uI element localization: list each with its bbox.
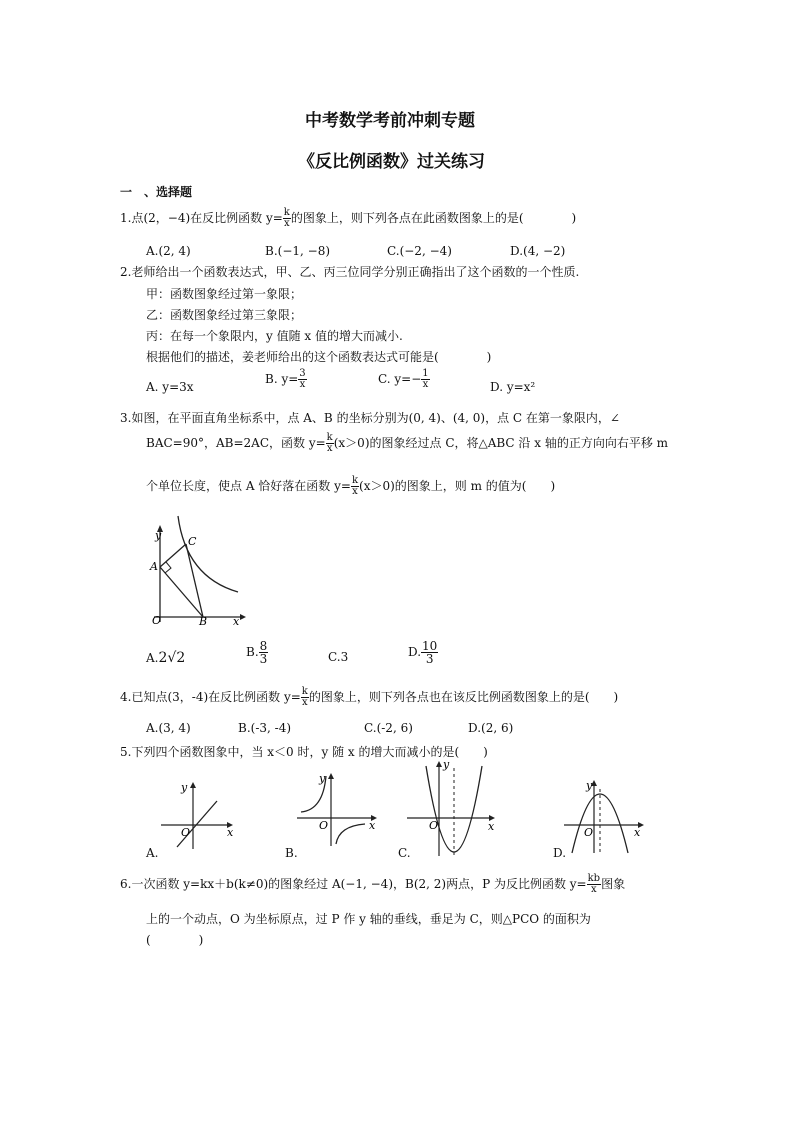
q2-optb-pre: B. y= — [265, 372, 299, 386]
q3-option-b[interactable] — [246, 640, 268, 665]
q6-frac-den: x — [587, 884, 601, 895]
q3-optd-num: 10 — [422, 639, 438, 653]
q3-frac1-den: x — [326, 443, 333, 454]
q1-frac-den: x — [284, 218, 290, 229]
q3-opta-pre: A. — [146, 651, 159, 665]
q2-option-c[interactable] — [378, 369, 430, 390]
q2-optc-frac — [421, 369, 429, 390]
q2-optb-frac — [298, 369, 306, 390]
q4-frac-num: k — [301, 686, 308, 697]
q5-option-c[interactable]: C. — [398, 846, 411, 860]
q6-text-pre: 6.一次函数 y=kx＋b(k≠0)的图象经过 A(−1, −4)，B(2, 2)两点，P 为反比例函数 y= — [120, 877, 587, 891]
q5c-label-o: O — [429, 819, 439, 832]
q1-fraction — [283, 208, 291, 229]
q5a-label-x: x — [227, 826, 234, 839]
q3-figure — [140, 512, 250, 627]
q1-option-b[interactable]: B.(−1, −8) — [265, 244, 331, 258]
q4-option-d[interactable]: D.(2, 6) — [468, 721, 514, 735]
q1-option-c[interactable]: C.(−2, −4) — [387, 244, 452, 258]
question-6-answer-blank: ( ) — [146, 933, 204, 947]
question-3-line3 — [146, 476, 555, 497]
question-5-stem: 5.下列四个函数图象中，当 x＜0 时，y 随 x 的增大而减小的是( ) — [120, 745, 488, 759]
q5c-y-arrow — [436, 761, 442, 767]
q4-option-a[interactable]: A.(3, 4) — [146, 721, 191, 735]
q3-right-angle-mark — [165, 562, 171, 573]
q3-frac2-den: x — [352, 486, 358, 497]
q3-line3-post: (x＞0)的图象上，则 m 的值为( ) — [359, 479, 556, 493]
q6-text-post: 图象 — [601, 877, 626, 891]
q2-optc-den: x — [422, 379, 429, 390]
q5b-label-x: x — [369, 819, 376, 832]
q5a-label-o: O — [181, 826, 191, 839]
q2-optb-den: x — [299, 379, 306, 390]
q3-option-c[interactable]: C.3 — [328, 650, 349, 664]
q1-option-a[interactable]: A.(2, 4) — [146, 244, 191, 258]
q5-graph-b — [293, 768, 383, 848]
q3-optd-pre: D. — [408, 645, 422, 659]
q4-fraction — [301, 687, 309, 708]
q6-fraction — [587, 874, 601, 895]
q3-label-a: A — [150, 560, 158, 573]
q3-label-y: y — [155, 529, 162, 542]
q3-line2-post: (x＞0)的图象经过点 C，将△ABC 沿 x 轴的正方向向右平移 m — [333, 436, 669, 450]
q1-option-d[interactable]: D.(4, −2) — [510, 244, 566, 258]
q2-option-a[interactable]: A. y=3x — [146, 380, 194, 394]
q1-text-pre: 1.点(2，−4)在反比例函数 y= — [120, 211, 283, 225]
q1-frac-num: k — [283, 207, 290, 218]
question-6-line2: 上的一个动点，O 为坐标原点，过 P 作 y 轴的垂线，垂足为 C，则△PCO 的面积为 — [146, 912, 591, 926]
q4-text-post: 的图象上，则下列各点也在该反比例函数图象上的是( ) — [308, 690, 619, 704]
q3-frac1-num: k — [326, 432, 333, 443]
page-title: 中考数学考前冲刺专题 — [305, 111, 475, 131]
q3-optb-num: 8 — [259, 639, 268, 653]
q1-text-post: 的图象上，则下列各点在此函数图象上的是( ) — [290, 211, 577, 225]
q3-optd-frac — [421, 640, 438, 665]
q2-line-jia: 甲：函数图象经过第一象限； — [146, 287, 303, 301]
q5-option-d[interactable]: D. — [553, 846, 567, 860]
q5-option-b[interactable]: B. — [285, 846, 298, 860]
q3-option-a[interactable] — [146, 650, 185, 666]
q3-option-d[interactable] — [408, 640, 438, 665]
q5b-label-o: O — [319, 819, 329, 832]
q2-optc-num: 1 — [422, 368, 429, 379]
q3-optb-frac — [259, 640, 269, 665]
q2-optc-pre: C. y=− — [378, 372, 422, 386]
q3-label-o: O — [152, 614, 162, 627]
q3-fraction-2 — [351, 476, 359, 497]
q5a-y-arrow — [190, 782, 196, 788]
q3-segment-ac — [160, 544, 186, 567]
question-2-stem: 2.老师给出一个函数表达式，甲、乙、丙三位同学分别正确指出了这个函数的一个性质. — [120, 265, 580, 279]
question-1-stem — [120, 208, 576, 229]
q2-optb-num: 3 — [299, 368, 306, 379]
question-3-line1: 3.如图，在平面直角坐标系中，点 A、B 的坐标分别为(0, 4)、(4, 0)，点 C 在第一象限内，∠ — [120, 411, 620, 425]
q5-graph-d — [560, 775, 650, 855]
q3-frac2-num: k — [351, 475, 359, 486]
q5a-line — [177, 801, 217, 847]
q5d-label-y: y — [586, 779, 593, 792]
q4-text-pre: 4.已知点(3，-4)在反比例函数 y= — [120, 690, 301, 704]
q3-label-c: C — [188, 535, 197, 548]
q5-graph-c — [403, 758, 503, 858]
q5c-label-y: y — [443, 758, 450, 771]
page-subtitle: 《反比例函数》过关练习 — [298, 152, 485, 172]
q5a-label-y: y — [181, 781, 188, 794]
q5b-branch-right — [336, 824, 365, 844]
q2-line-bing: 丙：在每一个象限内，y 值随 x 值的增大而减小. — [146, 329, 403, 343]
q3-hyperbola — [178, 516, 238, 592]
q2-option-d[interactable]: D. y=x² — [490, 380, 536, 394]
q3-segment-cb — [186, 544, 203, 617]
q3-optb-den: 3 — [259, 652, 268, 666]
q6-frac-num: kb — [587, 873, 601, 884]
q5c-label-x: x — [488, 820, 495, 833]
question-3-line2 — [146, 433, 668, 454]
q3-optd-den: 3 — [421, 652, 438, 665]
q3-opta-val: 2√2 — [158, 650, 186, 666]
q5c-parabola — [426, 766, 482, 852]
q5b-y-arrow — [328, 773, 334, 779]
q3-label-b: B — [199, 615, 208, 627]
q3-line2-pre: BAC=90°，AB=2AC，函数 y= — [146, 436, 326, 450]
q3-label-x: x — [233, 615, 240, 627]
q5b-label-y: y — [319, 772, 326, 785]
section-heading: 一 、选择题 — [120, 185, 193, 199]
q5d-label-o: O — [584, 826, 594, 839]
q2-option-b[interactable] — [265, 369, 307, 390]
q3-optb-pre: B. — [246, 645, 259, 659]
q2-line-ask: 根据他们的描述，姜老师给出的这个函数表达式可能是( ) — [146, 350, 492, 364]
question-4-stem — [120, 687, 618, 708]
q3-line3-pre: 个单位长度，使点 A 恰好落在函数 y= — [146, 479, 351, 493]
q4-option-c[interactable]: C.(-2, 6) — [364, 721, 413, 735]
q3-x-arrow — [240, 614, 246, 620]
q5d-label-x: x — [634, 826, 641, 839]
question-6-line1 — [120, 874, 625, 895]
q4-frac-den: x — [302, 697, 308, 708]
q4-option-b[interactable]: B.(-3, -4) — [238, 721, 292, 735]
q3-fraction-1 — [326, 433, 334, 454]
q5-graph-a — [155, 775, 240, 850]
q5-option-a[interactable]: A. — [146, 846, 159, 860]
q2-line-yi: 乙：函数图象经过第三象限； — [146, 308, 303, 322]
